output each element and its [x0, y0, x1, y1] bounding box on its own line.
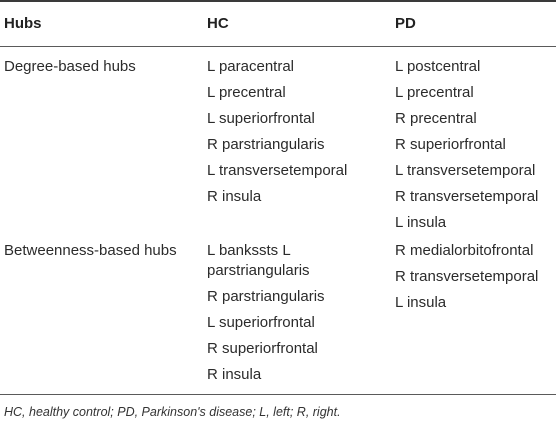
pd-region: R superiorfrontal — [395, 136, 506, 153]
pd-region: L precentral — [395, 84, 474, 101]
table-bottom-rule — [0, 394, 556, 395]
pd-cell — [395, 54, 538, 236]
table-header — [0, 2, 556, 46]
header-hc: HC — [207, 15, 229, 32]
hc-region: L paracentral — [207, 58, 294, 75]
pd-region: L postcentral — [395, 58, 481, 75]
pd-region: L insula — [395, 294, 447, 311]
pd-region: R transversetemporal — [395, 268, 539, 285]
row-label-text: Degree-based hubs — [4, 58, 136, 75]
hc-region: R insula — [207, 188, 262, 205]
hc-region: R superiorfrontal — [207, 340, 318, 357]
hc-region: R insula — [207, 366, 262, 383]
hc-region: R parstriangularis — [207, 136, 325, 153]
row-label-text: Betweenness-based hubs — [4, 242, 177, 259]
hc-region: L precentral — [207, 84, 286, 101]
hc-region: L bankssts L parstriangularis — [207, 242, 310, 279]
pd-region: R medialorbitofrontal — [395, 242, 534, 259]
hc-cell — [207, 54, 347, 210]
header-pd: PD — [395, 15, 416, 32]
header-rule — [0, 46, 556, 47]
pd-region: L transversetemporal — [395, 162, 536, 179]
pd-region: R precentral — [395, 110, 477, 127]
pd-region: R transversetemporal — [395, 188, 539, 205]
hc-region: L superiorfrontal — [207, 314, 315, 331]
hc-cell — [207, 238, 357, 388]
pd-region: L insula — [395, 214, 447, 231]
row-label — [4, 54, 136, 80]
hc-region: R parstriangularis — [207, 288, 325, 305]
pd-cell — [395, 238, 538, 316]
table-footnote: HC, healthy control; PD, Parkinson's disease; L, left; R, right. — [4, 405, 341, 419]
row-label — [4, 238, 177, 264]
hc-region: L superiorfrontal — [207, 110, 315, 127]
header-hubs: Hubs — [4, 15, 42, 32]
hc-region: L transversetemporal — [207, 162, 348, 179]
